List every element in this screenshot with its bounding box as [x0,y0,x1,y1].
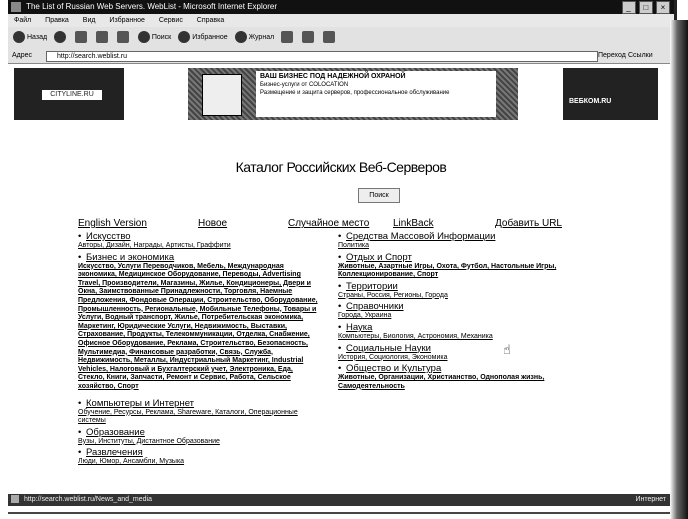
mail-button[interactable] [281,27,295,49]
left-category-column [78,230,318,467]
category-heading: • Справочники [338,301,404,313]
random-place-link[interactable]: Случайное место [288,218,370,229]
subcategory-list[interactable]: Обучение, Ресурсы, Реклама, Shareware, Каталоги, Операционные системы [78,408,298,425]
subcategory-list[interactable]: Компьютеры, Биология, Астрономия, Механика [338,332,493,340]
menu-favorites[interactable]: Избранное [109,17,145,24]
refresh-button[interactable] [96,27,110,49]
banner-heading: ВАШ БИЗНЕС ПОД НАДЕЖНОЙ ОХРАНОЙ [260,73,406,80]
right-banner[interactable] [563,68,658,120]
category-society-link[interactable]: Общество и Культура [346,363,442,375]
category-recreation-link[interactable]: Отдых и Спорт [346,251,412,263]
history-icon [235,31,247,43]
history-button[interactable]: Журнал [235,27,275,49]
category-heading: • Наука [338,321,373,333]
banner-line-2: Размещение и защита серверов, профессиональное обслуживание [260,90,450,96]
category-business-link[interactable]: Бизнес и экономика [86,251,175,263]
status-url: http://search.weblist.ru/News_and_media [23,496,152,503]
server-box-image [202,74,242,116]
page-title: Каталог Российских Веб-Серверов [235,159,447,175]
search-button-toolbar[interactable]: Поиск [138,27,171,49]
subcategory-list[interactable]: Искусство, Услуги Переводчиков, Мебель, Международная экономика, Медицинское Оборудование, Переводы, Advertising Travel, Производители, Магазины, Жилье, Кондиционеры, Двери и Окна, Заимствованные Принадлежности, Торговля, Наемные Предложения, Фондовые Операции, Строительство, Оборудование, Промышленность, Региональные, Мобильные Телефоны, Товары и Услуги, Водный транспорт, Жилье, Потребительская экономика, Маркетинг, Юридические Услуги, Недвижимость, Выставки, Страхование, Продукты, Телекоммуникации, Отделка, Снабжение, Офисное Оборудование, Реклама, Строительство, Безопасность, Мультимедиа, Финансовые разработки, Связь, Служба, Недвижимость, Металлы, Индустриальный Маркетинг, Industrial Vehicles, Налоговый и Бухгалтерский учет, Электроника, Еда, Стекло, Книги, Запчасти, Ремонт и Сервис, Работа, Сельское хозяйство, Спорт [78,262,318,390]
category-heading: • Образование [78,426,145,438]
right-banner-logo: ВЕБКОМ.RU [569,98,612,105]
hand-cursor-icon: ☝ [503,342,511,357]
mail-icon [281,31,293,43]
star-icon [178,31,190,43]
refresh-icon [96,31,108,43]
minimize-button[interactable]: _ [622,1,636,14]
status-zone: Интернет [635,496,666,503]
browser-window [8,0,677,514]
category-education-link[interactable]: Образование [86,426,145,438]
print-icon [302,31,314,43]
linkback-link[interactable]: LinkBack [393,218,434,229]
category-reference-link[interactable]: Справочники [346,301,404,313]
subcategory-list[interactable]: История, Социология, Экономика [338,353,448,361]
status-bar [8,494,674,506]
subcategory-list[interactable]: Животные, Азартные Игры, Охота, Футбол, Настольные Игры, Коллекционирование, Спорт [338,262,557,279]
ie-icon [11,2,21,12]
subcategory-list[interactable]: Города, Украина [338,312,392,320]
category-heading: • Общество и Культура [338,363,442,375]
subcategory-list[interactable]: Страны, Россия, Регионы, Города [338,291,448,299]
new-link[interactable]: Новое [198,218,228,229]
subcategory-list[interactable]: Люди, Юмор, Ансамбли, Музыка [78,458,185,466]
stop-button[interactable] [75,27,89,49]
maximize-button[interactable]: □ [639,1,653,14]
menu-help[interactable]: Справка [196,17,225,24]
go-button[interactable]: Переход [598,52,626,59]
close-button[interactable]: × [656,1,670,14]
search-button[interactable]: Поиск [358,188,400,203]
category-heading: • Развлечения [78,447,143,459]
page-status-icon [11,495,19,503]
menu-edit[interactable]: Правка [45,17,69,24]
title-bar [8,0,674,14]
right-category-column [338,230,588,391]
menu-tools[interactable]: Сервис [158,17,183,24]
address-label: Адрес [12,52,33,59]
window-title: The List of Russian Web Servers. WebList - Microsoft Internet Explorer [26,2,277,11]
forward-arrow-icon [54,31,66,43]
category-heading: • Социальные Науки [338,342,431,354]
monitor-edge [670,20,688,519]
edit-icon [323,31,335,43]
links-button[interactable]: Ссылки [628,52,653,59]
banner-line-1: Бизнес-услуги от COLOCATION [260,82,349,88]
address-input[interactable]: http://search.weblist.ru [46,51,598,62]
left-banner[interactable] [14,68,124,120]
subcategory-list[interactable]: Вузы, Институты, Дистантное Образование [78,437,220,445]
category-heading: • Территории [338,280,398,292]
english-version-link[interactable]: English Version [78,218,147,229]
category-heading: • Искусство [78,231,131,242]
search-icon [138,31,150,43]
toolbar [8,27,674,50]
forward-button[interactable] [54,27,68,49]
menu-file[interactable]: Файл [14,17,32,24]
category-heading: • Компьютеры и Интернет [78,397,195,409]
back-arrow-icon [13,31,25,43]
center-banner[interactable] [188,68,518,120]
category-regions-link[interactable]: Территории [346,280,398,292]
home-icon [117,31,129,43]
favorites-button[interactable]: Избранное [178,27,227,49]
page-content [8,64,674,494]
category-heading: • Средства Массовой Информации [338,231,496,242]
category-social-sciences-link[interactable]: Социальные Науки [346,342,431,354]
center-banner-text [256,71,496,117]
category-entertainment-link[interactable]: Развлечения [86,447,143,459]
category-heading: • Отдых и Спорт [338,251,412,263]
add-url-link[interactable]: Добавить URL [495,218,562,229]
category-heading: • Бизнес и экономика [78,251,175,263]
category-arts-link[interactable]: Искусство [86,231,131,242]
home-button[interactable] [117,27,131,49]
stop-icon [75,31,87,43]
back-button[interactable]: Назад [13,27,47,49]
print-button[interactable] [302,27,316,49]
menu-view[interactable]: Вид [82,17,96,24]
subcategory-list[interactable]: Животные, Организации, Христианство, Однополая жизнь, Самодеятельность [338,374,545,390]
left-banner-logo: CITYLINE.RU [42,90,102,100]
category-media-link[interactable]: Средства Массовой Информации [346,231,496,242]
subcategory-list[interactable]: Политика [338,242,369,249]
edit-button[interactable] [323,27,337,49]
category-science-link[interactable]: Наука [346,321,373,333]
subcategory-list[interactable]: Авторы, Дизайн, Награды, Артисты, Граффити [78,242,231,249]
menu-bar [8,14,674,27]
address-bar [8,49,674,64]
category-computers-link[interactable]: Компьютеры и Интернет [86,397,195,409]
